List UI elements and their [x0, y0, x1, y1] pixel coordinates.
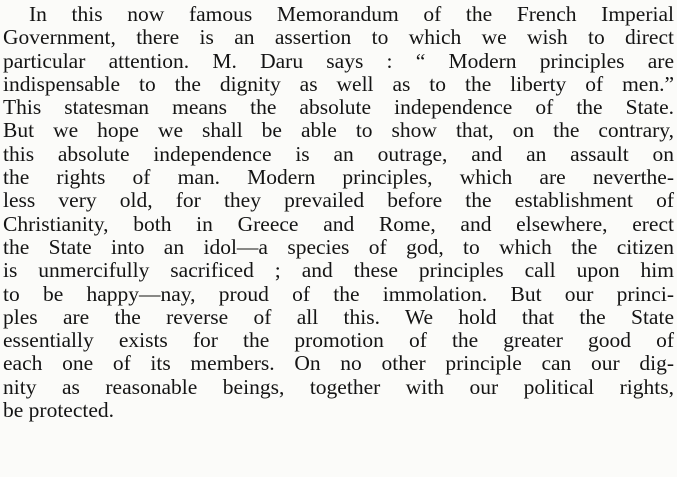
- paragraph-line: each one of its members. On no other principle can our dig-: [3, 351, 674, 376]
- paragraph-line: this absolute independence is an outrage, and an assault on: [3, 141, 674, 166]
- paragraph-line: the rights of man. Modern principles, which are neverthe-: [3, 165, 674, 190]
- paragraph-line: Government, there is an assertion to which we wish to direct: [3, 25, 674, 50]
- paragraph-line: be protected.: [3, 398, 115, 423]
- paragraph-line: less very old, for they prevailed before the establishment of: [3, 188, 674, 213]
- paragraph-line: This statesman means the absolute independence of the State.: [3, 95, 674, 120]
- paragraph-line: nity as reasonable beings, together with our political rights,: [3, 374, 674, 399]
- paragraph-line: essentially exists for the promotion of the greater good of: [3, 328, 674, 353]
- paragraph-line: ples are the reverse of all this. We hold that the State: [3, 304, 674, 329]
- paragraph-line: is unmercifully sacrificed ; and these principles call upon him: [3, 258, 674, 283]
- paragraph-line: Christianity, both in Greece and Rome, and elsewhere, erect: [3, 211, 674, 236]
- paragraph-line: to be happy—nay, proud of the immolation. But our princi-: [3, 281, 674, 306]
- paragraph-line: particular attention. M. Daru says : “ Modern principles are: [3, 48, 674, 73]
- paragraph-line: But we hope we shall be able to show that, on the contrary,: [3, 118, 674, 143]
- paragraph: [3, 3, 674, 422]
- paragraph-line: the State into an idol—a species of god, to which the citizen: [3, 234, 674, 259]
- paragraph-line: indispensable to the dignity as well as to the liberty of men.”: [3, 71, 674, 96]
- paragraph-line: In this now famous Memorandum of the French Imperial: [29, 2, 674, 26]
